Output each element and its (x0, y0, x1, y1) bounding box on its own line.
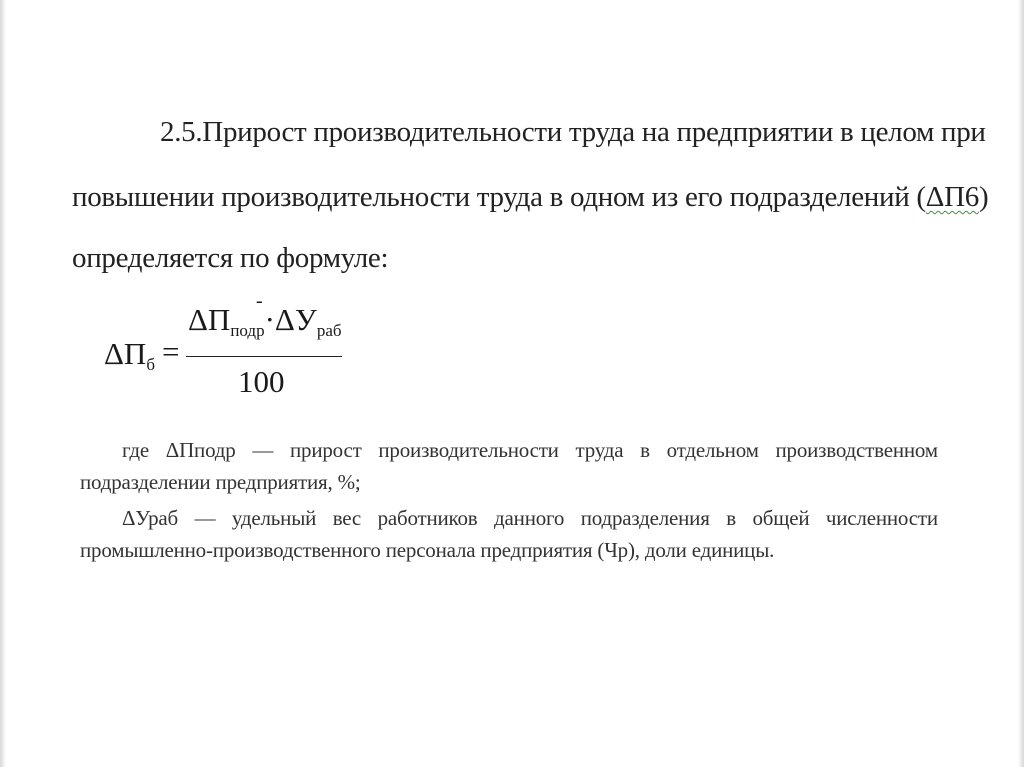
formula-numerator (188, 302, 342, 341)
formula-tick-mark: - (256, 290, 263, 312)
formula-dot: · (264, 302, 275, 337)
paragraph-symbol: ΔП6 (925, 181, 979, 213)
formula-num-a: ΔП (188, 302, 231, 337)
paragraph-line-2 (72, 181, 989, 214)
formula-num-b: ΔУ (274, 302, 317, 337)
note-word: прирост (289, 438, 362, 462)
note-word: ΔПподр (165, 438, 236, 462)
note-line-3 (122, 506, 938, 531)
formula-denominator: 100 (238, 364, 285, 399)
note-word: в (640, 438, 650, 462)
paragraph-line-3: определяется по формуле: (72, 242, 389, 274)
note-word: где (122, 438, 149, 462)
paragraph-line-1: 2.5.Прирост производительности труда на предприятии в целом при (160, 116, 986, 148)
note-word: производственном (775, 438, 938, 462)
formula-lhs-symbol: ΔП (104, 336, 147, 371)
note-word: производительности (378, 438, 559, 462)
note-word: удельный (231, 506, 317, 530)
note-line-4: промышленно-производственного персонала предприятия (Чр), доли единицы. (80, 538, 775, 562)
formula-lhs (104, 336, 155, 375)
note-word: в (726, 506, 736, 530)
formula-num-b-subscript: раб (316, 321, 342, 340)
formula-fraction-bar (186, 356, 342, 357)
note-word: — (252, 438, 274, 462)
note-line-1 (122, 438, 938, 463)
note-word: труда (575, 438, 624, 462)
note-line-2: подразделении предприятия, %; (80, 470, 361, 494)
note-word: — (194, 506, 216, 530)
note-word: подразделения (580, 506, 710, 530)
paragraph-line-2-text: повышении производительности труда в одном из его подразделений ( (72, 181, 926, 213)
note-word: данного (494, 506, 565, 530)
note-word: численности (825, 506, 938, 530)
formula-num-a-subscript: подр (230, 321, 265, 340)
note-word: вес (332, 506, 362, 530)
note-word: работников (377, 506, 478, 530)
formula-lhs-subscript: б (146, 355, 155, 374)
note-word: ΔУраб (122, 506, 179, 530)
paragraph-line-2-end: ) (978, 181, 989, 213)
formula (104, 290, 364, 416)
slide-left-edge (0, 0, 6, 767)
formula-equals: = (162, 334, 180, 369)
note-word: отдельном (666, 438, 759, 462)
note-word: общей (752, 506, 810, 530)
